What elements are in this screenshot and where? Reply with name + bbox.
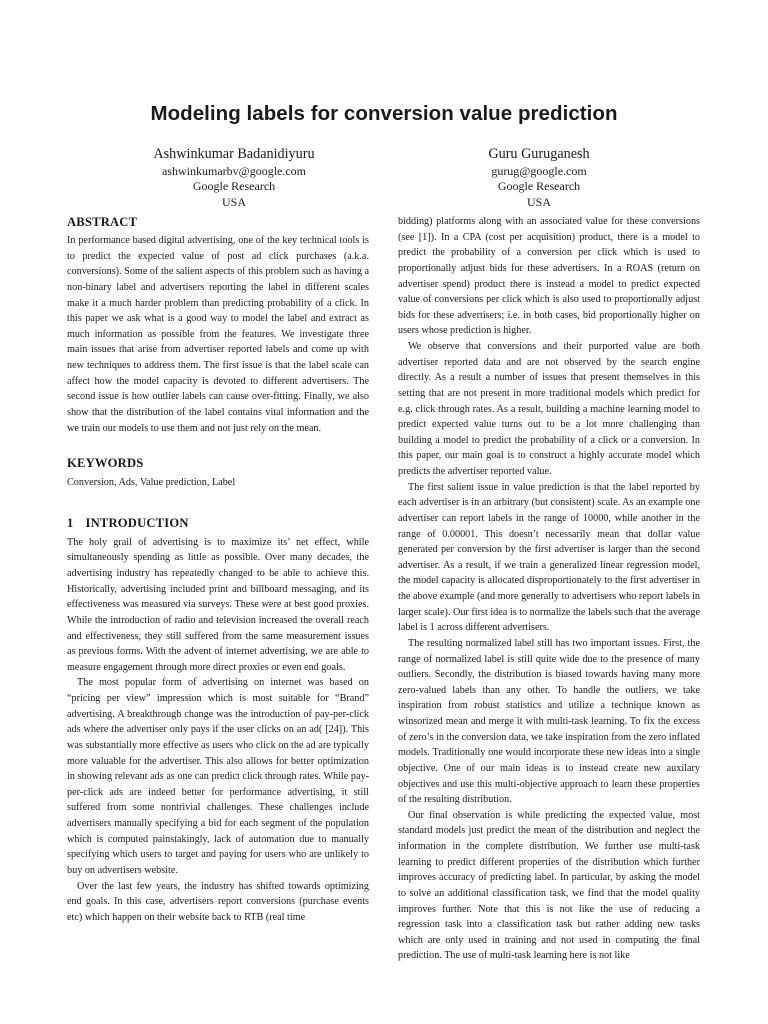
author-block xyxy=(114,145,354,210)
keywords-heading: KEYWORDS xyxy=(67,456,144,471)
author-block xyxy=(419,145,659,210)
right-column xyxy=(398,214,700,964)
abstract-heading: ABSTRACT xyxy=(67,215,138,229)
intro-paragraph: Over the last few years, the industry has shifted towards optimizing end goals. In this case, advertisers report conversions (purchase events etc) which happen on their website back to RTB (real time xyxy=(67,880,369,923)
section-title: INTRODUCTION xyxy=(85,515,189,530)
intro-paragraph: We observe that conversions and their purported value are both advertiser reported data and are not observed by the search engine directly. As a result a number of issues that present themselves in this setting that are not present in more traditional models which predict for e.g. click through rates. As a result, building a machine learning model to predict expected value turns out to be a lot more challenging than building a model to predict the probability of a click or a conversion. In this paper, our main goal is to construct a highly accurate model which predicts the advertiser reported value. xyxy=(398,341,700,477)
section-number: 1 xyxy=(67,515,74,530)
author-country: USA xyxy=(526,194,551,209)
author-name: Ashwinkumar Badanidiyuru xyxy=(153,146,315,162)
author-country: USA xyxy=(221,194,246,209)
author-email: ashwinkumarbv@google.com xyxy=(161,164,307,178)
introduction-heading xyxy=(67,515,369,532)
intro-paragraph: The first salient issue in value prediction is that the label reported by each advertiser is in an arbitrary (but consistent) scale. As an example one advertiser can report labels in the range of 10000, while another in the range of 0.00001. This doesn’t necessarily mean that dollar value generated per conversion by the first advertiser is larger than the second advertiser. As a result, if we train a generalized linear regression model, the model capacity is allocated disproportionately to the first advertiser in the above example (and more generally to advertisers who report labels in larger scale). Our first idea is to normalize the labels such that the average label is 1 across different advertisers. xyxy=(398,481,700,634)
intro-paragraph: bidding) platforms along with an associated value for these conversions (see [1]). In a CPA (cost per acquisition) product, there is a model to predict the probability of a conversion per click which is used to proportionally adjust bids for these advertisers. In a ROAS (return on advertiser spend) product there is instead a model to predict expected value of conversions per click which is also used to proportionally adjust bids for these advertisers; i.e. in both cases, bid proportionally higher on users whose prediction is higher. xyxy=(398,216,700,337)
left-column xyxy=(67,214,369,925)
author-affiliation: Google Research xyxy=(497,179,581,194)
keywords-text: Conversion, Ads, Value prediction, Label xyxy=(67,477,236,489)
author-affiliation: Google Research xyxy=(192,179,276,194)
intro-paragraph: The resulting normalized label still has two important issues. First, the range of normalized label is still quite wide due to the presence of many outliers. Secondly, the distribution is biased towards having many more zero-valued labels than any other. To handle the outliers, we take inspiration from robust statistics and utilize a technique known as winsorized mean and merge it with multi-task learning. To fix the excess of zero’s in the conversion data, we take inspiration from the zero inflated models. Traditionally one would incorporate these new ideas into a single objective. One of our main ideas is to instead create new auxilary objectives and use this multi-objective approach to learn these properties of the resulting distribution. xyxy=(398,637,700,806)
author-email: gurug@google.com xyxy=(491,164,587,178)
intro-paragraph: The holy grail of advertising is to maximize its’ net effect, while simultaneously spending as little as possible. Over many decades, the advertising industry has repeatedly changed to be able to achieve this. Historically, advertising included print and billboard messaging, and its effectiveness was measured via surveys. These were at best good proxies. While the introduction of radio and television increased the overall reach and effectiveness, they still suffered from the same measurement issues as previous forms. With the advent of internet advertising, we are able to measure engagement through more direct proxies or even end goals. xyxy=(67,536,369,673)
intro-paragraph: Our final observation is while predicting the expected value, most standard models just predict the mean of the distribution and neglect the information in the complete distribution. We further use multi-task learning to predict different properties of the distribution which further improves accuracy of predicting label. In particular, by asking the model to solve an additional classification task, we find that the model quality improves further. Note that this is not like the use of reducing a regression task into a classification task but rather adding new tasks which are only used in training and not used in computing the final prediction. The use of multi-task learning here is not like xyxy=(398,809,700,962)
author-name: Guru Guruganesh xyxy=(488,146,590,162)
paper-title: Modeling labels for conversion value prediction xyxy=(150,102,618,125)
abstract-text: In performance based digital advertising, one of the key technical tools is to predict the expected value of post ad click purchases (a.k.a. conversions). Some of the salient aspects of this problem such as having a non-binary label and advertisers reporting the label in different scales make it a much harder problem than predicting probability of a click. In this paper we ask what is a good way to model the label and extract as much information as possible from the features. We investigate three main issues that arise from advertiser reported labels and come up with new techniques to address them. The first issue is that the label scale can affect how the model capacity is devoted to different advertisers. The second issue is how outlier labels can cause over-fitting. Finally, we also show that the distribution of the label contains vital information and the we train our models to use them and not just rely on the mean. xyxy=(67,235,369,434)
intro-paragraph: The most popular form of advertising on internet was based on “pricing per view” impression which is most suitable for “Brand” advertising. A breakthrough change was the introduction of pay-per-click ads where the advertiser only pays if the user clicks on an ad( [24]). This was substantially more effective as users who click on the ad are typically more valuable for the advertiser. This also allows for better optimization in showing relevant ads as one can predict click through rates. While pay-per-click ads are indeed better for performance advertising, it still suffered from some nontrivial challenges. These challenges include advertisers manually specifying a bid for each segment of the population which is computed painstakingly, lack of automation due to manually specifying which users to target and paying for users who are unlikely to buy on advertisers website. xyxy=(67,677,369,876)
